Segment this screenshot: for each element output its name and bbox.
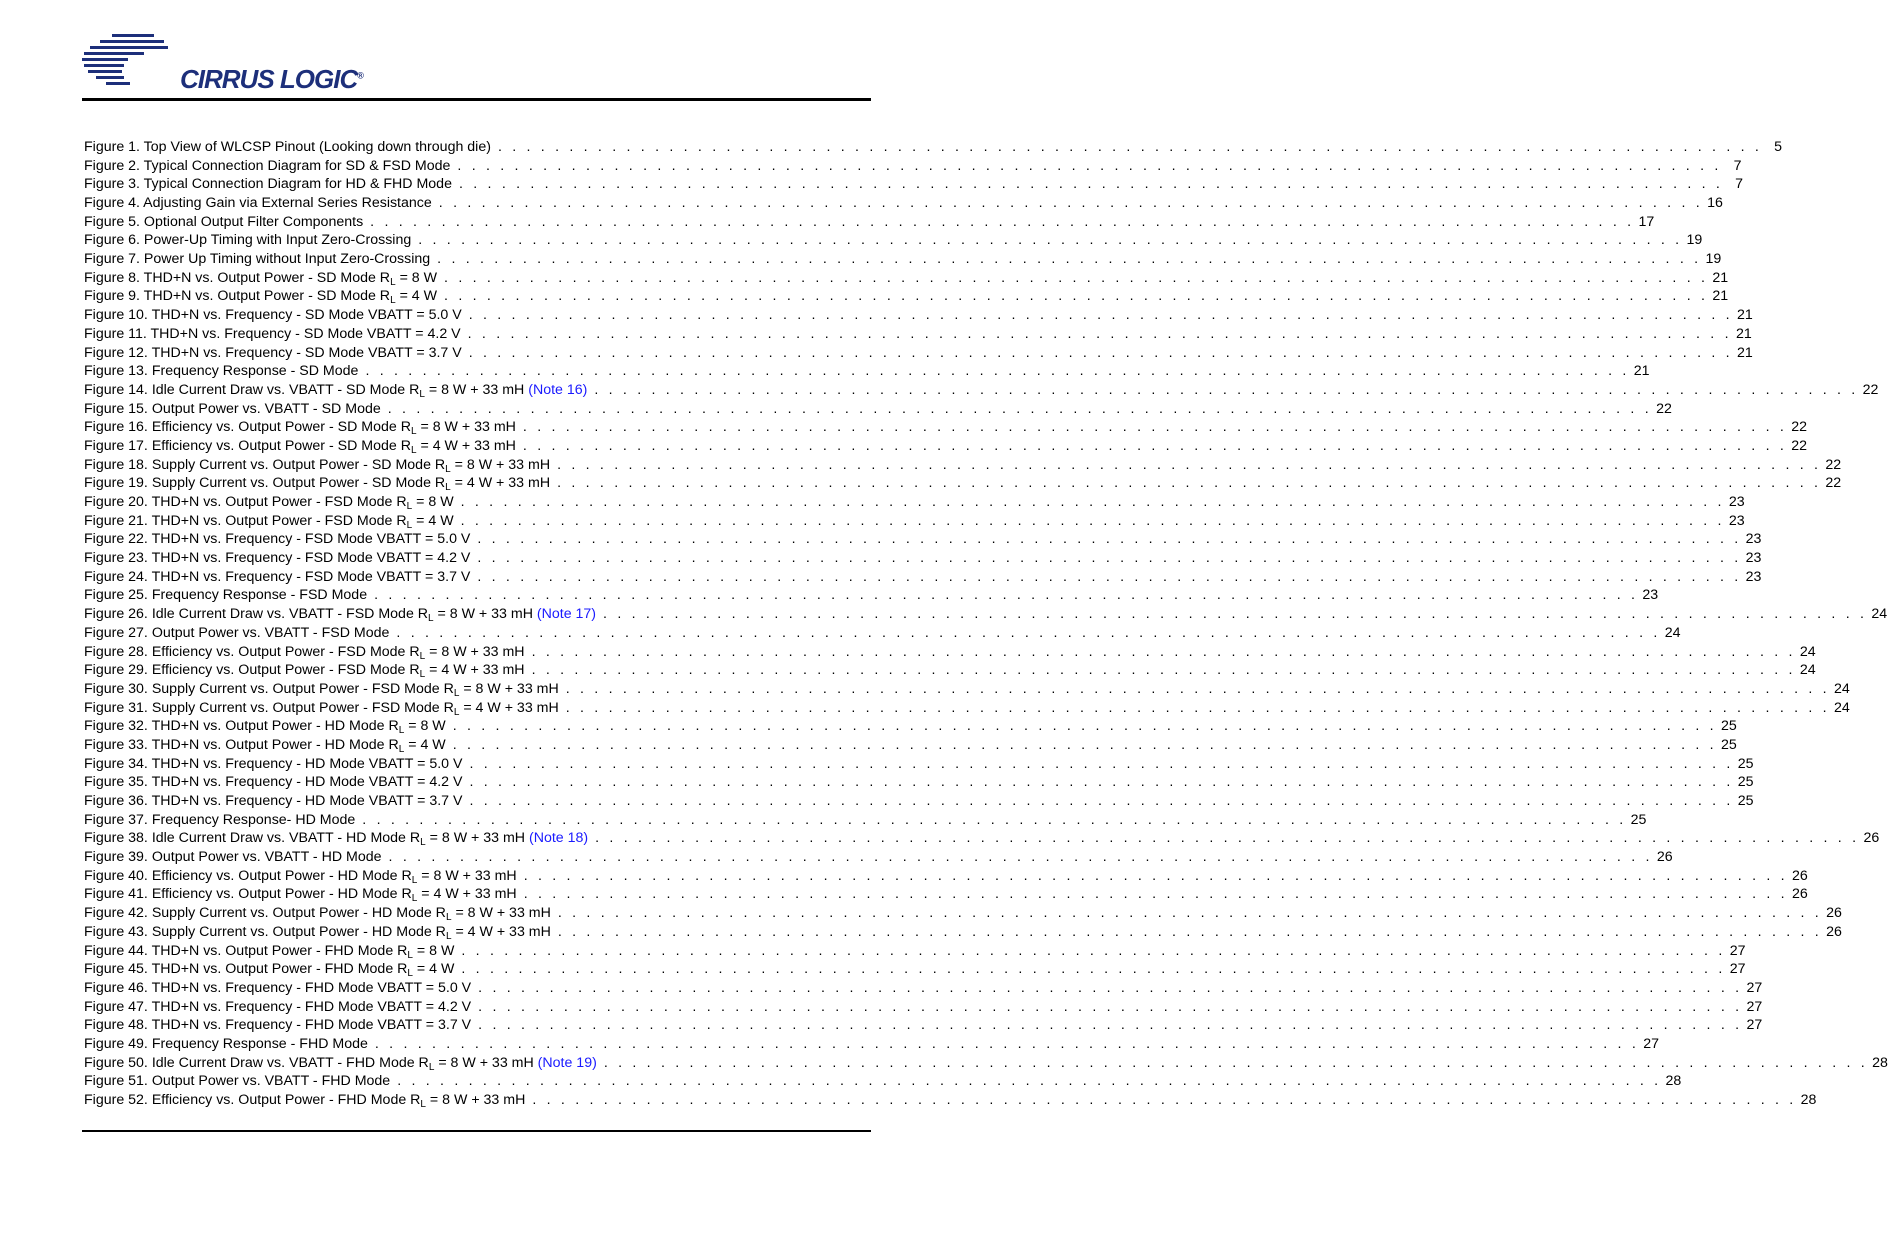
toc-entry[interactable] [84, 792, 1754, 811]
subscript: L [411, 893, 418, 905]
subscript: L [428, 1061, 435, 1073]
toc-entry-page: 23 [1745, 550, 1762, 567]
toc-entry-page: 23 [1745, 568, 1762, 585]
dot-leader: . . . . . . . . . . . . . . . . . . . . . . . . . . . . . . . . . . . . . . . . . . . . . . . . . . . . . . . . . . . . . . . . . . . . . . . . . . . . . . . . . . . . . . . . . [468, 307, 1733, 324]
note-link[interactable]: (Note 17) [536, 606, 597, 623]
toc-entry-title: Figure 52. Efficiency vs. Output Power - FHD Mode $R_L = 8$ W + 33 mH [84, 1092, 526, 1111]
toc-entry[interactable] [84, 344, 1753, 363]
dot-leader: . . . . . . . . . . . . . . . . . . . . . . . . . . . . . . . . . . . . . . . . . . . . . . . . . . . . . . . . . . . . . . . . . . . . . . . . . . . . . . . . . . . . . . . . . [603, 1054, 1868, 1071]
toc-entry-title: Figure 46. THD+N vs. Frequency - FHD Mode VBATT = 5.0 V [84, 979, 472, 996]
toc-entry-page: 16 [1707, 195, 1723, 212]
dot-leader: . . . . . . . . . . . . . . . . . . . . . . . . . . . . . . . . . . . . . . . . . . . . . . . . . . . . . . . . . . . . . . . . . . . . . . . . . . . . . . . . . . . . . . . . . [388, 849, 1653, 866]
dot-leader: . . . . . . . . . . . . . . . . . . . . . . . . . . . . . . . . . . . . . . . . . . . . . . . . . . . . . . . . . . . . . . . . . . . . . . . . . . . . . . . . . . . . . . . . . [478, 1017, 1743, 1034]
subscript: L [420, 837, 426, 849]
dot-leader: . . . . . . . . . . . . . . . . . . . . . . . . . . . . . . . . . . . . . . . . . . . . . . . . . . . . . . . . . . . . . . . . . . . . . . . . . . . . . . . . . . . . . . . . . [444, 269, 1709, 286]
dot-leader: . . . . . . . . . . . . . . . . . . . . . . . . . . . . . . . . . . . . . . . . . . . . . . . . . . . . . . . . . . . . . . . . . . . . . . . . . . . . . . . . . . . . . . . . . [557, 923, 1822, 940]
subscript: L [406, 501, 413, 513]
dot-leader: . . . . . . . . . . . . . . . . . . . . . . . . . . . . . . . . . . . . . . . . . . . . . . . . . . . . . . . . . . . . . . . . . . . . . . . . . . . . . . . . . . . . . . . . . [565, 680, 1830, 697]
dot-leader: . . . . . . . . . . . . . . . . . . . . . . . . . . . . . . . . . . . . . . . . . . . . . . . . . . . . . . . . . . . . . . . . . . . . . . . . . . . . . . . . . . . . . . . . . [469, 793, 1734, 810]
toc-entry-title: Figure 43. Supply Current vs. Output Power - HD Mode $R_L = 4$ W + 33 mH [84, 923, 551, 942]
subscript: L [407, 949, 413, 961]
toc-entry[interactable] [84, 998, 1763, 1017]
toc-entry-title: Figure 37. Frequency Response- HD Mode [84, 811, 356, 828]
toc-entry-title: Figure 9. THD+N vs. Output Power - SD Mode $R_L = 4$ W [84, 288, 438, 307]
dot-leader: . . . . . . . . . . . . . . . . . . . . . . . . . . . . . . . . . . . . . . . . . . . . . . . . . . . . . . . . . . . . . . . . . . . . . . . . . . . . . . . . . . . . . . . . . [477, 531, 1742, 548]
toc-entry-title: Figure 45. THD+N vs. Output Power - FHD Mode $R_L = 4$ W [84, 961, 455, 980]
toc-entry[interactable] [84, 549, 1762, 568]
toc-entry-title: Figure 2. Typical Connection Diagram for SD & FSD Mode [84, 157, 451, 174]
toc-entry-page: 27 [1746, 979, 1763, 996]
toc-entry-page: 21 [1735, 325, 1752, 342]
toc-entry-title: Figure 35. THD+N vs. Frequency - HD Mode VBATT = 4.2 V [84, 774, 463, 791]
subscript: L [398, 743, 405, 755]
dot-leader: . . . . . . . . . . . . . . . . . . . . . . . . . . . . . . . . . . . . . . . . . . . . . . . . . . . . . . . . . . . . . . . . . . . . . . . . . . . . . . . . . . . . . . . . . [460, 512, 1725, 529]
toc-entry[interactable] [84, 325, 1752, 344]
dot-leader: . . . . . . . . . . . . . . . . . . . . . . . . . . . . . . . . . . . . . . . . . . . . . . . . . . . . . . . . . . . . . . . . . . . . . . . . . . . . . . . . . . . . . . . . . [365, 363, 1630, 380]
dot-leader: . . . . . . . . . . . . . . . . . . . . . . . . . . . . . . . . . . . . . . . . . . . . . . . . . . . . . . . . . . . . . . . . . . . . . . . . . . . . . . . . . . . . . . . . . [497, 138, 1763, 155]
toc-entry-title: Figure 10. THD+N vs. Frequency - SD Mode VBATT = 5.0 V [84, 307, 462, 324]
toc-entry[interactable] [84, 605, 1888, 625]
toc-entry[interactable] [84, 960, 1746, 980]
header-rule [82, 98, 871, 101]
dot-leader: . . . . . . . . . . . . . . . . . . . . . . . . . . . . . . . . . . . . . . . . . . . . . . . . . . . . . . . . . . . . . . . . . . . . . . . . . . . . . . . . . . . . . . . . . [477, 550, 1742, 567]
toc-entry-page: 26 [1826, 905, 1842, 922]
subscript: L [445, 930, 452, 942]
toc-entry-page: 24 [1664, 624, 1681, 641]
toc-entry-page: 21 [1737, 344, 1753, 361]
toc-entry[interactable] [84, 587, 1659, 606]
dot-leader: . . . . . . . . . . . . . . . . . . . . . . . . . . . . . . . . . . . . . . . . . . . . . . . . . . . . . . . . . . . . . . . . . . . . . . . . . . . . . . . . . . . . . . . . . [468, 344, 1733, 361]
toc-entry-page: 23 [1728, 512, 1745, 529]
dot-leader: . . . . . . . . . . . . . . . . . . . . . . . . . . . . . . . . . . . . . . . . . . . . . . . . . . . . . . . . . . . . . . . . . . . . . . . . . . . . . . . . . . . . . . . . . [478, 998, 1743, 1015]
toc-entry[interactable] [84, 736, 1737, 755]
toc-entry-page: 7 [1733, 157, 1742, 174]
toc-entry-title: Figure 32. THD+N vs. Output Power - HD Mode $R_L = 8$ W [84, 718, 446, 737]
toc-entry-title: Figure 27. Output Power vs. VBATT - FSD Mode [84, 624, 390, 641]
toc-entry-title: Figure 16. Efficiency vs. Output Power - SD Mode $R_L = 8$ W + 33 mH [84, 419, 516, 438]
toc-entry[interactable] [84, 867, 1808, 886]
toc-entry-page: 25 [1737, 793, 1754, 810]
toc-entry-title: Figure 5. Optional Output Filter Components [84, 213, 364, 230]
toc-entry[interactable] [84, 530, 1762, 549]
toc-entry-title: Figure 40. Efficiency vs. Output Power - HD Mode $R_L = 8$ W + 33 mH [84, 867, 517, 886]
toc-entry-page: 22 [1825, 456, 1842, 473]
toc-entry-title: Figure 7. Power Up Timing without Input Zero-Crossing [84, 251, 431, 268]
toc-entry-title: Figure 51. Output Power vs. VBATT - FHD Mode [84, 1073, 391, 1090]
toc-entry[interactable] [84, 1091, 1817, 1111]
subscript: L [420, 1099, 426, 1111]
toc-entry-page: 28 [1800, 1092, 1817, 1109]
toc-entry-title: Figure 30. Supply Current vs. Output Power - FSD Mode $R_L = 8$ W + 33 mH [84, 680, 559, 699]
toc-entry-page: 25 [1630, 811, 1647, 828]
dot-leader: . . . . . . . . . . . . . . . . . . . . . . . . . . . . . . . . . . . . . . . . . . . . . . . . . . . . . . . . . . . . . . . . . . . . . . . . . . . . . . . . . . . . . . . . . [477, 568, 1742, 585]
subscript: L [390, 295, 396, 307]
dot-leader: . . . . . . . . . . . . . . . . . . . . . . . . . . . . . . . . . . . . . . . . . . . . . . . . . . . . . . . . . . . . . . . . . . . . . . . . . . . . . . . . . . . . . . . . . [523, 886, 1788, 903]
list-of-figures [84, 138, 1888, 1111]
toc-entry[interactable] [84, 680, 1850, 699]
toc-entry-title: Figure 50. Idle Current Draw vs. VBATT - FHD Mode $R_L = 8$ W + 33 mH (Note 19) [84, 1054, 597, 1073]
dot-leader: . . . . . . . . . . . . . . . . . . . . . . . . . . . . . . . . . . . . . . . . . . . . . . . . . . . . . . . . . . . . . . . . . . . . . . . . . . . . . . . . . . . . . . . . . [522, 419, 1787, 436]
toc-entry-title: Figure 21. THD+N vs. Output Power - FSD Mode $R_L = 4$ W [84, 512, 454, 531]
dot-leader: . . . . . . . . . . . . . . . . . . . . . . . . . . . . . . . . . . . . . . . . . . . . . . . . . . . . . . . . . . . . . . . . . . . . . . . . . . . . . . . . . . . . . . . . . [595, 830, 1860, 847]
toc-entry-page: 19 [1686, 232, 1703, 249]
dot-leader: . . . . . . . . . . . . . . . . . . . . . . . . . . . . . . . . . . . . . . . . . . . . . . . . . . . . . . . . . . . . . . . . . . . . . . . . . . . . . . . . . . . . . . . . . [397, 1073, 1662, 1090]
toc-entry-page: 26 [1792, 886, 1808, 903]
dot-leader: . . . . . . . . . . . . . . . . . . . . . . . . . . . . . . . . . . . . . . . . . . . . . . . . . . . . . . . . . . . . . . . . . . . . . . . . . . . . . . . . . . . . . . . . . [478, 979, 1743, 996]
toc-entry-title: Figure 15. Output Power vs. VBATT - SD Mode [84, 400, 381, 417]
subscript: L [419, 650, 426, 662]
dot-leader: . . . . . . . . . . . . . . . . . . . . . . . . . . . . . . . . . . . . . . . . . . . . . . . . . . . . . . . . . . . . . . . . . . . . . . . . . . . . . . . . . . . . . . . . . [523, 867, 1788, 884]
toc-entry-title: Figure 39. Output Power vs. VBATT - HD Mode [84, 849, 382, 866]
toc-entry-page: 21 [1712, 288, 1729, 305]
toc-entry[interactable] [84, 306, 1753, 325]
toc-entry-page: 24 [1799, 662, 1816, 679]
toc-entry[interactable] [84, 661, 1816, 681]
subscript: L [410, 444, 417, 456]
toc-entry-page: 22 [1862, 381, 1879, 398]
toc-entry[interactable] [84, 699, 1850, 718]
toc-entry-page: 27 [1729, 961, 1746, 978]
dot-leader: . . . . . . . . . . . . . . . . . . . . . . . . . . . . . . . . . . . . . . . . . . . . . . . . . . . . . . . . . . . . . . . . . . . . . . . . . . . . . . . . . . . . . . . . . [531, 662, 1796, 679]
toc-entry[interactable] [84, 904, 1842, 924]
toc-entry-page: 19 [1705, 251, 1722, 268]
toc-entry[interactable] [84, 1072, 1682, 1091]
toc-entry-title: Figure 36. THD+N vs. Frequency - HD Mode VBATT = 3.7 V [84, 793, 463, 810]
toc-entry[interactable] [84, 400, 1672, 419]
toc-entry-title: Figure 22. THD+N vs. Frequency - FSD Mode VBATT = 5.0 V [84, 531, 471, 548]
dot-leader: . . . . . . . . . . . . . . . . . . . . . . . . . . . . . . . . . . . . . . . . . . . . . . . . . . . . . . . . . . . . . . . . . . . . . . . . . . . . . . . . . . . . . . . . . [374, 587, 1639, 604]
toc-entry-page: 21 [1737, 307, 1753, 324]
subscript: L [453, 687, 460, 699]
toc-entry-page: 27 [1729, 942, 1746, 959]
toc-entry-page: 7 [1735, 176, 1744, 193]
dot-leader: . . . . . . . . . . . . . . . . . . . . . . . . . . . . . . . . . . . . . . . . . . . . . . . . . . . . . . . . . . . . . . . . . . . . . . . . . . . . . . . . . . . . . . . . . [557, 475, 1822, 492]
logo-registered-mark: ® [357, 70, 363, 81]
subscript: L [407, 968, 413, 980]
toc-entry-page: 26 [1656, 849, 1673, 866]
toc-entry-page: 26 [1863, 830, 1880, 847]
toc-entry-page: 26 [1826, 923, 1842, 940]
toc-entry[interactable] [84, 474, 1842, 494]
toc-entry-title: Figure 11. THD+N vs. Frequency - SD Mode VBATT = 4.2 V [84, 325, 461, 342]
dot-leader: . . . . . . . . . . . . . . . . . . . . . . . . . . . . . . . . . . . . . . . . . . . . . . . . . . . . . . . . . . . . . . . . . . . . . . . . . . . . . . . . . . . . . . . . . [396, 624, 1661, 641]
toc-entry-page: 21 [1712, 269, 1729, 286]
toc-entry[interactable] [84, 923, 1842, 942]
toc-entry[interactable] [84, 942, 1746, 961]
dot-leader: . . . . . . . . . . . . . . . . . . . . . . . . . . . . . . . . . . . . . . . . . . . . . . . . . . . . . . . . . . . . . . . . . . . . . . . . . . . . . . . . . . . . . . . . . [461, 961, 1726, 978]
toc-entry-page: 24 [1799, 643, 1816, 660]
toc-entry-page: 28 [1872, 1054, 1888, 1071]
toc-entry-page: 24 [1834, 680, 1850, 697]
dot-leader: . . . . . . . . . . . . . . . . . . . . . . . . . . . . . . . . . . . . . . . . . . . . . . . . . . . . . . . . . . . . . . . . . . . . . . . . . . . . . . . . . . . . . . . . . [522, 437, 1787, 454]
toc-entry-title: Figure 48. THD+N vs. Frequency - FHD Mode VBATT = 3.7 V [84, 1017, 472, 1034]
subscript: L [390, 276, 396, 288]
toc-entry[interactable] [84, 418, 1807, 438]
toc-entry-title: Figure 33. THD+N vs. Output Power - HD Mode $R_L = 4$ W [84, 736, 446, 755]
subscript: L [410, 426, 417, 438]
dot-leader: . . . . . . . . . . . . . . . . . . . . . . . . . . . . . . . . . . . . . . . . . . . . . . . . . . . . . . . . . . . . . . . . . . . . . . . . . . . . . . . . . . . . . . . . . [387, 400, 1652, 417]
toc-entry[interactable] [84, 138, 1783, 157]
dot-leader: . . . . . . . . . . . . . . . . . . . . . . . . . . . . . . . . . . . . . . . . . . . . . . . . . . . . . . . . . . . . . . . . . . . . . . . . . . . . . . . . . . . . . . . . . [458, 176, 1724, 193]
toc-entry-page: 26 [1792, 867, 1808, 884]
toc-entry[interactable] [84, 381, 1879, 400]
toc-entry[interactable] [84, 157, 1742, 176]
toc-entry[interactable] [84, 231, 1703, 250]
toc-entry-title: Figure 31. Supply Current vs. Output Power - FSD Mode $R_L = 4$ W + 33 mH [84, 699, 559, 718]
toc-entry-page: 27 [1643, 1035, 1659, 1052]
toc-entry-title: Figure 26. Idle Current Draw vs. VBATT - FSD Mode $R_L = 8$ W + 33 mH (Note 17) [84, 606, 597, 625]
toc-entry-title: Figure 4. Adjusting Gain via External Series Resistance [84, 195, 432, 212]
toc-entry[interactable] [84, 437, 1807, 456]
toc-entry-page: 25 [1721, 718, 1737, 735]
dot-leader: . . . . . . . . . . . . . . . . . . . . . . . . . . . . . . . . . . . . . . . . . . . . . . . . . . . . . . . . . . . . . . . . . . . . . . . . . . . . . . . . . . . . . . . . . [452, 736, 1717, 753]
toc-entry-title: Figure 41. Efficiency vs. Output Power - HD Mode $R_L = 4$ W + 33 mH [84, 886, 517, 905]
note-link[interactable]: (Note 19) [537, 1054, 597, 1071]
dot-leader: . . . . . . . . . . . . . . . . . . . . . . . . . . . . . . . . . . . . . . . . . . . . . . . . . . . . . . . . . . . . . . . . . . . . . . . . . . . . . . . . . . . . . . . . . [557, 905, 1822, 922]
toc-entry[interactable] [84, 1035, 1659, 1054]
toc-entry[interactable] [84, 362, 1650, 381]
toc-entry-title: Figure 24. THD+N vs. Frequency - FSD Mode VBATT = 3.7 V [84, 568, 471, 585]
subscript: L [411, 874, 418, 886]
toc-entry[interactable] [84, 175, 1744, 194]
toc-entry-page: 23 [1728, 494, 1745, 511]
dot-leader: . . . . . . . . . . . . . . . . . . . . . . . . . . . . . . . . . . . . . . . . . . . . . . . . . . . . . . . . . . . . . . . . . . . . . . . . . . . . . . . . . . . . . . . . . [469, 755, 1734, 772]
note-link[interactable]: (Note 18) [529, 830, 589, 847]
toc-entry-title: Figure 44. THD+N vs. Output Power - FHD Mode $R_L = 8$ W [84, 942, 455, 961]
toc-entry-title: Figure 8. THD+N vs. Output Power - SD Mode $R_L = 8$ W [84, 269, 438, 288]
dot-leader: . . . . . . . . . . . . . . . . . . . . . . . . . . . . . . . . . . . . . . . . . . . . . . . . . . . . . . . . . . . . . . . . . . . . . . . . . . . . . . . . . . . . . . . . . [557, 456, 1822, 473]
toc-entry[interactable] [84, 512, 1745, 531]
subscript: L [445, 912, 452, 924]
toc-entry[interactable] [84, 979, 1763, 998]
toc-entry-title: Figure 25. Frequency Response - FSD Mode [84, 587, 368, 604]
toc-entry-title: Figure 47. THD+N vs. Frequency - FHD Mode VBATT = 4.2 V [84, 998, 472, 1015]
dot-leader: . . . . . . . . . . . . . . . . . . . . . . . . . . . . . . . . . . . . . . . . . . . . . . . . . . . . . . . . . . . . . . . . . . . . . . . . . . . . . . . . . . . . . . . . . [603, 606, 1868, 623]
toc-entry-title: Figure 14. Idle Current Draw vs. VBATT - SD Mode $R_L = 8$ W + 33 mH (Note 16) [84, 381, 588, 400]
toc-entry-title: Figure 1. Top View of WLCSP Pinout (Looking down through die) [84, 138, 491, 155]
toc-entry[interactable] [84, 269, 1729, 288]
dot-leader: . . . . . . . . . . . . . . . . . . . . . . . . . . . . . . . . . . . . . . . . . . . . . . . . . . . . . . . . . . . . . . . . . . . . . . . . . . . . . . . . . . . . . . . . . [374, 1035, 1639, 1052]
toc-entry-page: 21 [1633, 363, 1650, 380]
toc-entry[interactable] [84, 493, 1745, 513]
dot-leader: . . . . . . . . . . . . . . . . . . . . . . . . . . . . . . . . . . . . . . . . . . . . . . . . . . . . . . . . . . . . . . . . . . . . . . . . . . . . . . . . . . . . . . . . . [437, 251, 1702, 268]
toc-entry-title: Figure 13. Frequency Response - SD Mode [84, 363, 359, 380]
toc-entry[interactable] [84, 811, 1647, 830]
toc-entry[interactable] [84, 194, 1723, 213]
dot-leader: . . . . . . . . . . . . . . . . . . . . . . . . . . . . . . . . . . . . . . . . . . . . . . . . . . . . . . . . . . . . . . . . . . . . . . . . . . . . . . . . . . . . . . . . . [565, 699, 1830, 716]
toc-entry[interactable] [84, 456, 1842, 475]
toc-entry-page: 25 [1737, 755, 1754, 772]
toc-entry-title: Figure 49. Frequency Response - FHD Mode [84, 1035, 368, 1052]
toc-entry-title: Figure 6. Power-Up Timing with Input Zero-Crossing [84, 232, 412, 249]
subscript: L [398, 725, 405, 737]
toc-entry-page: 27 [1746, 1017, 1763, 1034]
toc-entry[interactable] [84, 1054, 1888, 1073]
toc-entry[interactable] [84, 624, 1681, 643]
note-link[interactable]: (Note 16) [528, 381, 588, 398]
dot-leader: . . . . . . . . . . . . . . . . . . . . . . . . . . . . . . . . . . . . . . . . . . . . . . . . . . . . . . . . . . . . . . . . . . . . . . . . . . . . . . . . . . . . . . . . . [469, 774, 1734, 791]
toc-entry-title: Figure 20. THD+N vs. Output Power - FSD Mode $R_L = 8$ W [84, 494, 454, 513]
toc-entry[interactable] [84, 773, 1754, 792]
toc-entry-title: Figure 17. Efficiency vs. Output Power - SD Mode $R_L = 4$ W + 33 mH [84, 437, 516, 456]
toc-entry-page: 23 [1745, 531, 1762, 548]
footer-rule [82, 1130, 871, 1132]
toc-entry-page: 23 [1642, 587, 1659, 604]
toc-entry-page: 24 [1834, 699, 1850, 716]
dot-leader: . . . . . . . . . . . . . . . . . . . . . . . . . . . . . . . . . . . . . . . . . . . . . . . . . . . . . . . . . . . . . . . . . . . . . . . . . . . . . . . . . . . . . . . . . [362, 811, 1627, 828]
toc-entry-title: Figure 42. Supply Current vs. Output Power - HD Mode $R_L = 8$ W + 33 mH [84, 905, 551, 924]
toc-entry-page: 24 [1871, 606, 1888, 623]
dot-leader: . . . . . . . . . . . . . . . . . . . . . . . . . . . . . . . . . . . . . . . . . . . . . . . . . . . . . . . . . . . . . . . . . . . . . . . . . . . . . . . . . . . . . . . . . [452, 718, 1717, 735]
cirrus-logic-logo [82, 32, 362, 98]
toc-entry-page: 5 [1774, 138, 1783, 155]
subscript: L [445, 463, 451, 475]
subscript: L [406, 519, 413, 531]
dot-leader: . . . . . . . . . . . . . . . . . . . . . . . . . . . . . . . . . . . . . . . . . . . . . . . . . . . . . . . . . . . . . . . . . . . . . . . . . . . . . . . . . . . . . . . . . [457, 157, 1722, 174]
toc-entry[interactable] [84, 1016, 1763, 1035]
toc-entry-page: 22 [1791, 437, 1807, 454]
dot-leader: . . . . . . . . . . . . . . . . . . . . . . . . . . . . . . . . . . . . . . . . . . . . . . . . . . . . . . . . . . . . . . . . . . . . . . . . . . . . . . . . . . . . . . . . . [438, 195, 1703, 212]
toc-entry[interactable] [84, 717, 1737, 737]
toc-entry-title: Figure 23. THD+N vs. Frequency - FSD Mode VBATT = 4.2 V [84, 550, 471, 567]
logo-swoosh-icon [82, 32, 192, 98]
dot-leader: . . . . . . . . . . . . . . . . . . . . . . . . . . . . . . . . . . . . . . . . . . . . . . . . . . . . . . . . . . . . . . . . . . . . . . . . . . . . . . . . . . . . . . . . . [467, 325, 1732, 342]
dot-leader: . . . . . . . . . . . . . . . . . . . . . . . . . . . . . . . . . . . . . . . . . . . . . . . . . . . . . . . . . . . . . . . . . . . . . . . . . . . . . . . . . . . . . . . . . [531, 643, 1796, 660]
toc-entry-title: Figure 19. Supply Current vs. Output Power - SD Mode $R_L = 4$ W + 33 mH [84, 475, 551, 494]
dot-leader: . . . . . . . . . . . . . . . . . . . . . . . . . . . . . . . . . . . . . . . . . . . . . . . . . . . . . . . . . . . . . . . . . . . . . . . . . . . . . . . . . . . . . . . . . [444, 288, 1709, 305]
toc-entry-title: Figure 12. THD+N vs. Frequency - SD Mode VBATT = 3.7 V [84, 344, 462, 361]
toc-entry-title: Figure 38. Idle Current Draw vs. VBATT - HD Mode $R_L = 8$ W + 33 mH (Note 18) [84, 830, 589, 849]
toc-entry-page: 22 [1656, 400, 1672, 417]
toc-entry[interactable] [84, 250, 1722, 269]
toc-entry[interactable] [84, 886, 1808, 905]
subscript: L [453, 706, 460, 718]
dot-leader: . . . . . . . . . . . . . . . . . . . . . . . . . . . . . . . . . . . . . . . . . . . . . . . . . . . . . . . . . . . . . . . . . . . . . . . . . . . . . . . . . . . . . . . . . [532, 1092, 1797, 1109]
toc-entry[interactable] [84, 755, 1754, 774]
toc-entry-page: 28 [1665, 1073, 1682, 1090]
toc-entry[interactable] [84, 288, 1729, 307]
toc-entry-page: 17 [1638, 213, 1655, 230]
toc-entry[interactable] [84, 643, 1816, 662]
toc-entry[interactable] [84, 213, 1655, 232]
dot-leader: . . . . . . . . . . . . . . . . . . . . . . . . . . . . . . . . . . . . . . . . . . . . . . . . . . . . . . . . . . . . . . . . . . . . . . . . . . . . . . . . . . . . . . . . . [460, 494, 1725, 511]
subscript: L [419, 388, 425, 400]
toc-entry-page: 25 [1737, 774, 1754, 791]
toc-entry-title: Figure 28. Efficiency vs. Output Power - FSD Mode $R_L = 8$ W + 33 mH [84, 643, 525, 662]
subscript: L [419, 669, 426, 681]
toc-entry-title: Figure 18. Supply Current vs. Output Power - SD Mode $R_L = 8$ W + 33 mH [84, 456, 551, 475]
toc-entry[interactable] [84, 568, 1762, 587]
toc-entry-title: Figure 34. THD+N vs. Frequency - HD Mode VBATT = 5.0 V [84, 755, 463, 772]
logo-text: CIRRUS LOGIC [180, 64, 358, 94]
toc-entry-page: 22 [1791, 419, 1807, 436]
toc-entry-title: Figure 29. Efficiency vs. Output Power - FSD Mode $R_L = 4$ W + 33 mH [84, 662, 525, 681]
toc-entry-title: Figure 3. Typical Connection Diagram for HD & FHD Mode [84, 176, 452, 193]
subscript: L [428, 613, 434, 625]
toc-entry[interactable] [84, 829, 1880, 849]
dot-leader: . . . . . . . . . . . . . . . . . . . . . . . . . . . . . . . . . . . . . . . . . . . . . . . . . . . . . . . . . . . . . . . . . . . . . . . . . . . . . . . . . . . . . . . . . [594, 381, 1859, 398]
toc-entry-page: 27 [1746, 998, 1763, 1015]
dot-leader: . . . . . . . . . . . . . . . . . . . . . . . . . . . . . . . . . . . . . . . . . . . . . . . . . . . . . . . . . . . . . . . . . . . . . . . . . . . . . . . . . . . . . . . . . [370, 213, 1635, 230]
toc-entry-page: 22 [1825, 475, 1842, 492]
subscript: L [445, 482, 451, 494]
toc-entry[interactable] [84, 848, 1673, 867]
toc-entry-page: 25 [1721, 736, 1737, 753]
dot-leader: . . . . . . . . . . . . . . . . . . . . . . . . . . . . . . . . . . . . . . . . . . . . . . . . . . . . . . . . . . . . . . . . . . . . . . . . . . . . . . . . . . . . . . . . . [461, 942, 1726, 959]
dot-leader: . . . . . . . . . . . . . . . . . . . . . . . . . . . . . . . . . . . . . . . . . . . . . . . . . . . . . . . . . . . . . . . . . . . . . . . . . . . . . . . . . . . . . . . . . [418, 232, 1683, 249]
